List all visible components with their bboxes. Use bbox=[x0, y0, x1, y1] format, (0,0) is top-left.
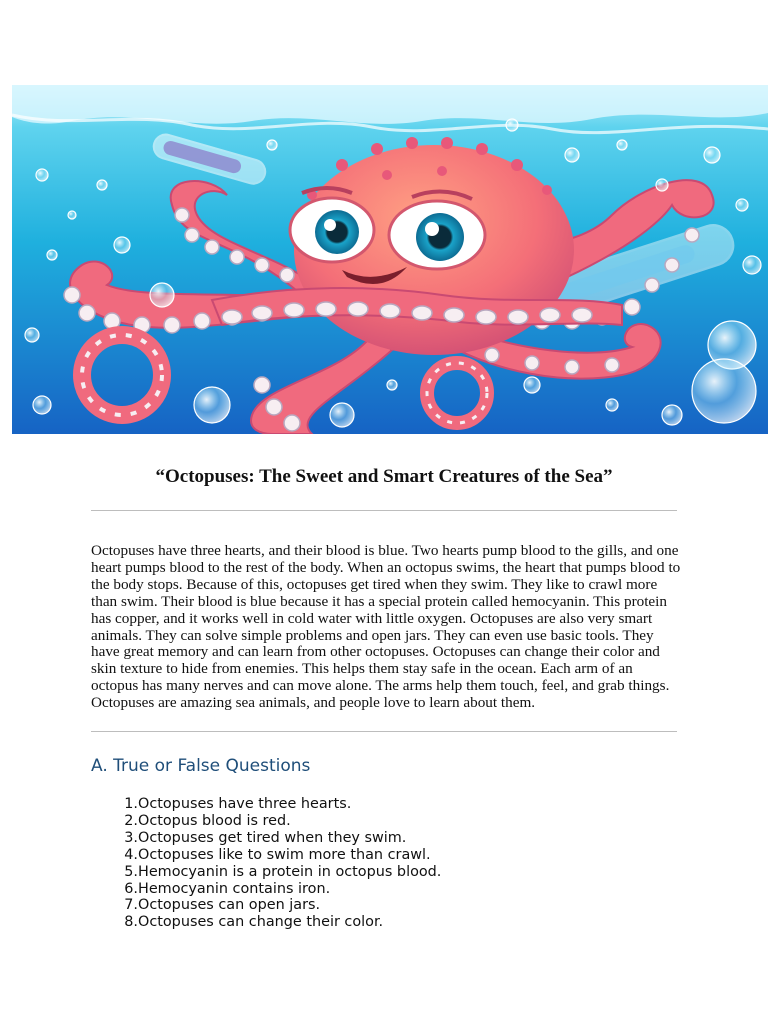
question-number: 6. bbox=[124, 880, 138, 897]
question-text: Octopuses like to swim more than crawl. bbox=[138, 846, 431, 863]
list-item bbox=[112, 830, 441, 847]
divider bbox=[91, 731, 677, 732]
question-number: 7. bbox=[124, 897, 138, 914]
question-number: 4. bbox=[124, 846, 138, 863]
question-text: Octopuses can change their color. bbox=[138, 914, 384, 931]
question-number: 8. bbox=[124, 914, 138, 931]
list-item bbox=[112, 914, 441, 931]
question-text: Octopuses have three hearts. bbox=[138, 796, 352, 812]
question-number: 5. bbox=[124, 863, 138, 880]
question-text: Octopuses get tired when they swim. bbox=[138, 829, 407, 846]
question-text: Octopus blood is red. bbox=[138, 812, 291, 829]
question-number: 2. bbox=[124, 812, 138, 829]
question-list bbox=[112, 796, 441, 931]
list-item bbox=[112, 864, 441, 881]
divider bbox=[91, 510, 677, 511]
hero-illustration bbox=[12, 85, 768, 434]
list-item bbox=[112, 796, 441, 813]
question-text: Octopuses can open jars. bbox=[138, 897, 321, 914]
list-item bbox=[112, 813, 441, 830]
reading-passage: Octopuses have three hearts, and their blood is blue. Two hearts pump blood to the gills, and one heart pumps blood to the rest of the body. When an octopus swims, the heart that pumps blood to the body stops. Because of this, octopuses get tired when they swim. They like to crawl more than swim. Their blood is blue because it has a special protein called hemocyanin. This protein has copper, and it works well in cold water with little oxygen. Octopuses are also very smart animals. They can solve simple problems and open jars. They can even use basic tools. They have great memory and can learn from other octopuses. Octopuses can change their color and skin texture to hide from enemies. This helps them stay safe in the ocean. Each arm of an octopus has many nerves and can move alone. The arms help them touch, feel, and grab things. Octopuses are amazing sea animals, and people love to learn about them. bbox=[91, 542, 681, 712]
document-title: “Octopuses: The Sweet and Smart Creatures of the Sea” bbox=[155, 466, 613, 487]
question-number: 3. bbox=[124, 829, 138, 846]
question-text: Hemocyanin contains iron. bbox=[138, 880, 331, 897]
list-item bbox=[112, 847, 441, 864]
section-heading: A. True or False Questions bbox=[91, 756, 311, 776]
list-item bbox=[112, 897, 441, 914]
octopus-illustration bbox=[12, 85, 768, 434]
question-number: 1. bbox=[124, 796, 138, 812]
list-item bbox=[112, 881, 441, 898]
question-text: Hemocyanin is a protein in octopus blood. bbox=[138, 863, 442, 880]
